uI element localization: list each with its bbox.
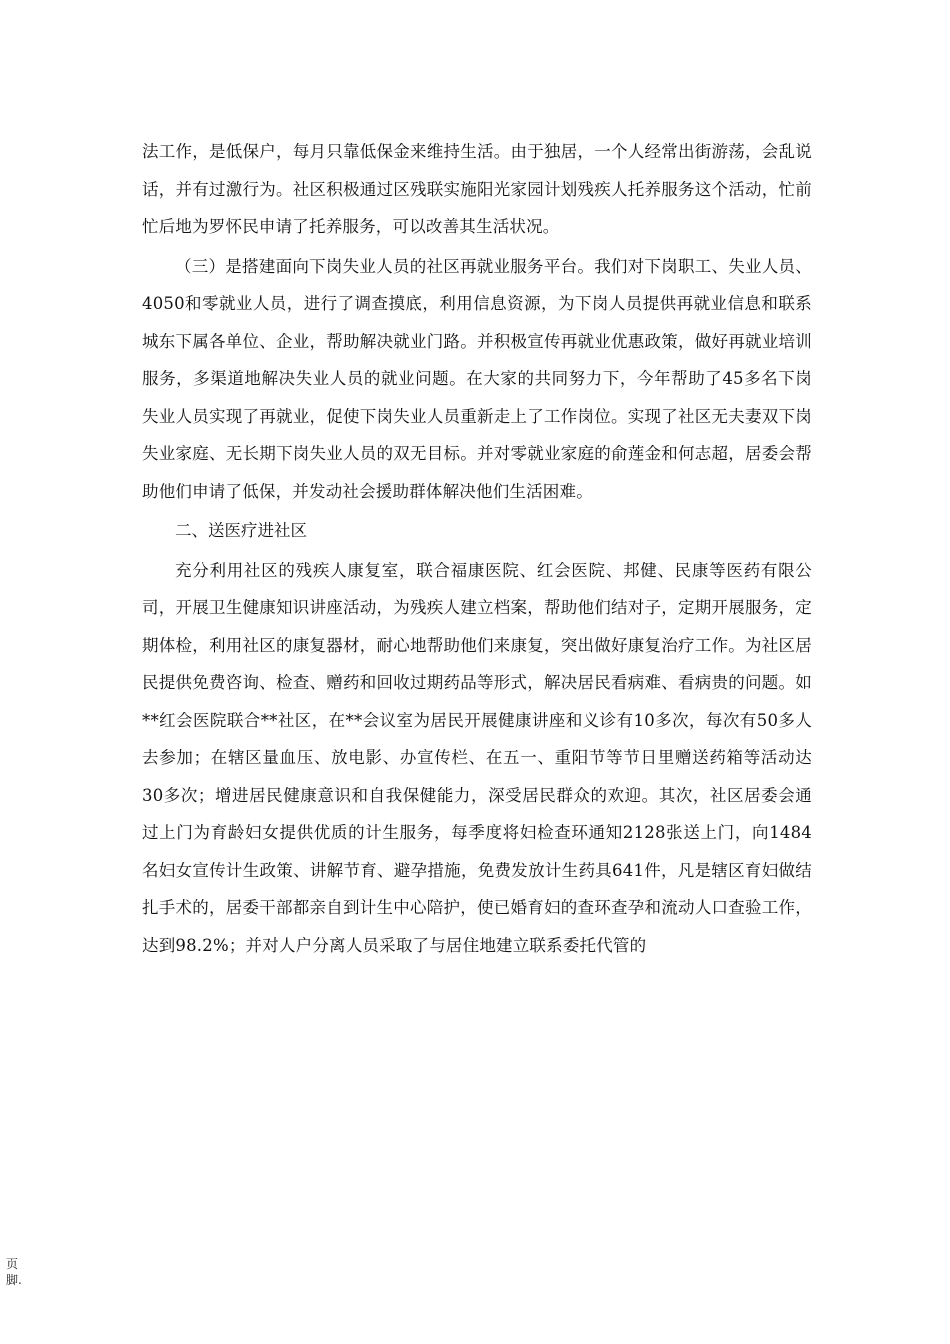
paragraph-3: 充分利用社区的残疾人康复室，联合福康医院、红会医院、邦健、民康等医药有限公司，开展卫生健康知识讲座活动，为残疾人建立档案，帮助他们结对子，定期开展服务，定期体检，利用社区的康复器材，耐心地帮助他们来康复，突出做好康复治疗工作。为社区居民提供免费咨询、检查、赠药和回收过期药品等形式，解决居民看病难、看病贵的问题。如**红会医院联合**社区，在**会议室为居民开展健康讲座和义诊有10多次，每次有50多人去参加；在辖区量血压、放电影、办宣传栏、在五一、重阳节等节日里赠送药箱等活动达30多次；增进居民健康意识和自我保健能力，深受居民群众的欢迎。其次，社区居委会通过上门为育龄妇女提供优质的计生服务，每季度将妇检查环通知2128张送上门，向1484名妇女宣传计生政策、讲解节育、避孕措施，免费发放计生药具641件，凡是辖区育妇做结扎手术的，居委干部都亲自到计生中心陪护，使已婚育妇的查环查孕和流动人口查验工作，达到98.2%；并对人户分离人员采取了与居住地建立联系委托代管的 bbox=[142, 560, 812, 955]
paragraph-1: 法工作，是低保户，每月只靠低保金来维持生活。由于独居，一个人经常出街游荡，会乱说话，并有过激行为。社区积极通过区残联实施阳光家园计划残疾人托养服务这个活动，忙前忙后地为罗怀民申请了托养服务，可以改善其生活状况。 bbox=[142, 142, 812, 236]
paragraph-2: （三）是搭建面向下岗失业人员的社区再就业服务平台。我们对下岗职工、失业人员、4050和零就业人员，进行了调查摸底，利用信息资源，为下岗人员提供再就业信息和联系城东下属各单位、企业，帮助解决就业门路。并积极宣传再就业优惠政策，做好再就业培训服务，多渠道地解决失业人员的就业问题。在大家的共同努力下，今年帮助了45多名下岗失业人员实现了再就业，促使下岗失业人员重新走上了工作岗位。实现了社区无夫妻双下岗失业家庭、无长期下岗失业人员的双无目标。并对零就业家庭的俞莲金和何志超，居委会帮助他们申请了低保，并发动社会援助群体解决他们生活困难。 bbox=[142, 256, 812, 501]
page-footer: 页脚. bbox=[6, 1257, 22, 1287]
document-body bbox=[142, 133, 812, 964]
section-heading: 二、送医疗进社区 bbox=[175, 521, 307, 540]
